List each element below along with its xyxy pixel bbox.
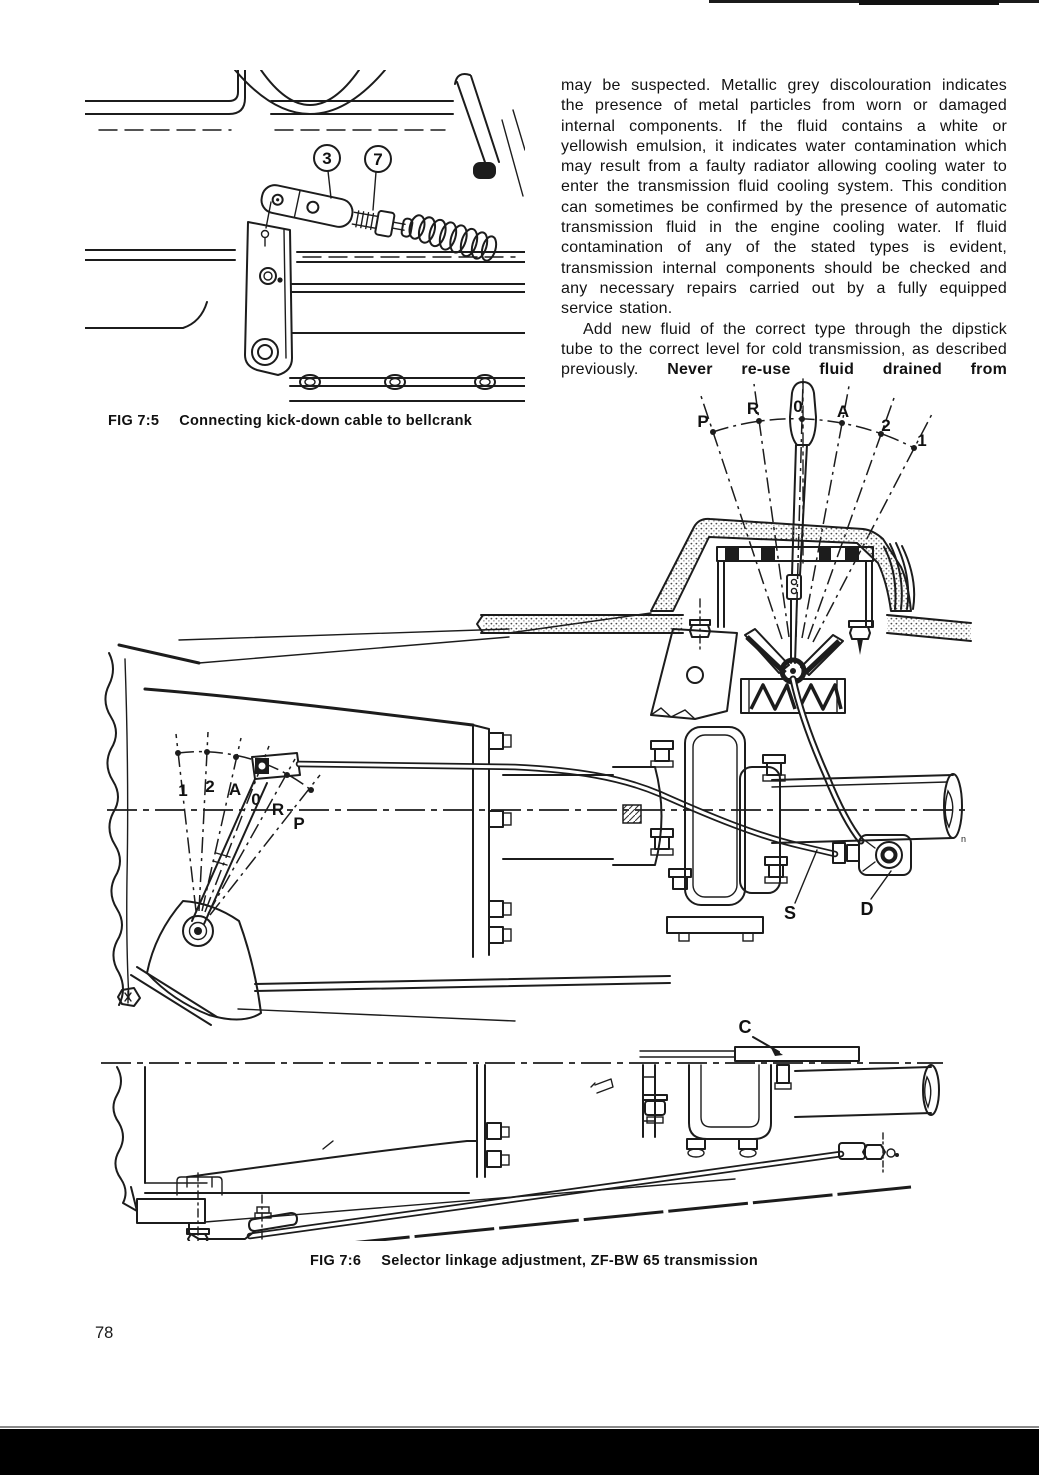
selector-rod xyxy=(299,764,835,854)
fig-7-6-title: Selector linkage adjustment, ZF-BW 65 transmission xyxy=(381,1253,759,1269)
position-2-upper: 2 xyxy=(881,416,891,435)
fig-7-6-caption xyxy=(310,1253,758,1269)
console-bolt-right xyxy=(849,621,873,655)
bellcrank xyxy=(245,202,292,375)
cable-spring xyxy=(407,214,499,263)
position-P-upper: P xyxy=(697,412,709,431)
kickdown-link xyxy=(259,183,355,230)
scan-edge-top-nub xyxy=(859,0,999,5)
console-bolt-left xyxy=(690,599,710,649)
scan-edge-bottom xyxy=(0,1429,1039,1475)
callout-7 xyxy=(365,146,391,210)
position-A-lower: A xyxy=(228,780,242,799)
console-bracket-plate xyxy=(651,629,737,719)
adjuster-nut xyxy=(375,211,395,237)
label-S-leader xyxy=(795,850,817,903)
fig-7-6-illustration xyxy=(95,377,975,1241)
fig-7-6-number: FIG 7:6 xyxy=(310,1253,362,1269)
universal-joint-flange xyxy=(503,727,787,941)
callout-3-label: 3 xyxy=(322,149,332,168)
position-A-upper: A xyxy=(836,402,850,421)
paragraph-1: may be suspected. Metallic grey discolouration indicates the presence of metal particles from worn or damaged internal components. If the fluid contains a white or yellowish emulsion, it indicates water contamination which may result from a faulty radiator allowing cooling water to enter the transmission fluid cooling system. This condition can sometimes be confirmed by the presence of automatic transmission fluid in the engine cooling water. If fluid contamination of any of the stated types is evident, transmission internal components should be checked and any necessary repairs carried out by a fully equipped service station. xyxy=(561,77,1007,318)
article-text xyxy=(561,76,1007,380)
label-C: C xyxy=(738,1017,752,1037)
bore-arc-inner xyxy=(261,70,359,105)
adjustment-bar xyxy=(640,1047,859,1061)
cable-end xyxy=(351,206,413,240)
fig-7-5-illustration xyxy=(85,70,525,402)
body-floor-line xyxy=(119,645,199,663)
underside-bracket xyxy=(643,1065,791,1157)
position-0-upper: 0 xyxy=(793,397,803,416)
callout-7-label: 7 xyxy=(373,150,383,169)
bold-warning-text: Never re-use fluid drained from xyxy=(667,361,1007,379)
shaft-n-label: n xyxy=(961,834,967,844)
bore-arc-outer xyxy=(235,70,385,114)
position-R-lower: R xyxy=(271,800,285,819)
label-D: D xyxy=(860,899,874,919)
position-1-lower: 1 xyxy=(178,781,188,800)
paragraph-2: Add new fluid of the correct type through the dipstick tube to the correct level for cold transmission, as described previously. Never re-use fluid drained from xyxy=(561,320,1007,379)
block-lines-left xyxy=(85,101,229,114)
position-arc-lower xyxy=(178,752,311,790)
position-2-lower: 2 xyxy=(205,777,215,796)
pivot-boss xyxy=(252,339,278,365)
floor-panel-left xyxy=(477,615,683,633)
underside-rod-end xyxy=(839,1133,899,1173)
position-P-lower: P xyxy=(293,814,305,833)
position-1-upper: 1 xyxy=(917,431,927,450)
fig-7-5-number: FIG 7:5 xyxy=(108,413,160,429)
label-S: S xyxy=(783,903,797,923)
selector-sector-plate xyxy=(118,901,261,1025)
fig-7-5-title: Connecting kick-down cable to bellcrank xyxy=(179,413,473,429)
propeller-shaft xyxy=(772,774,966,844)
position-R-upper: R xyxy=(746,399,760,418)
underside-prop-shaft xyxy=(795,1065,939,1117)
transmission-case xyxy=(105,653,670,1021)
callout-3 xyxy=(314,145,340,198)
throttle-lever xyxy=(455,74,525,196)
flange-bolts xyxy=(651,741,787,889)
floor-panel-right xyxy=(887,615,971,641)
position-0-lower: 0 xyxy=(251,790,261,809)
scan-edge-line xyxy=(0,1426,1039,1428)
page-number: 78 xyxy=(95,1324,114,1342)
console-tunnel xyxy=(651,519,914,627)
